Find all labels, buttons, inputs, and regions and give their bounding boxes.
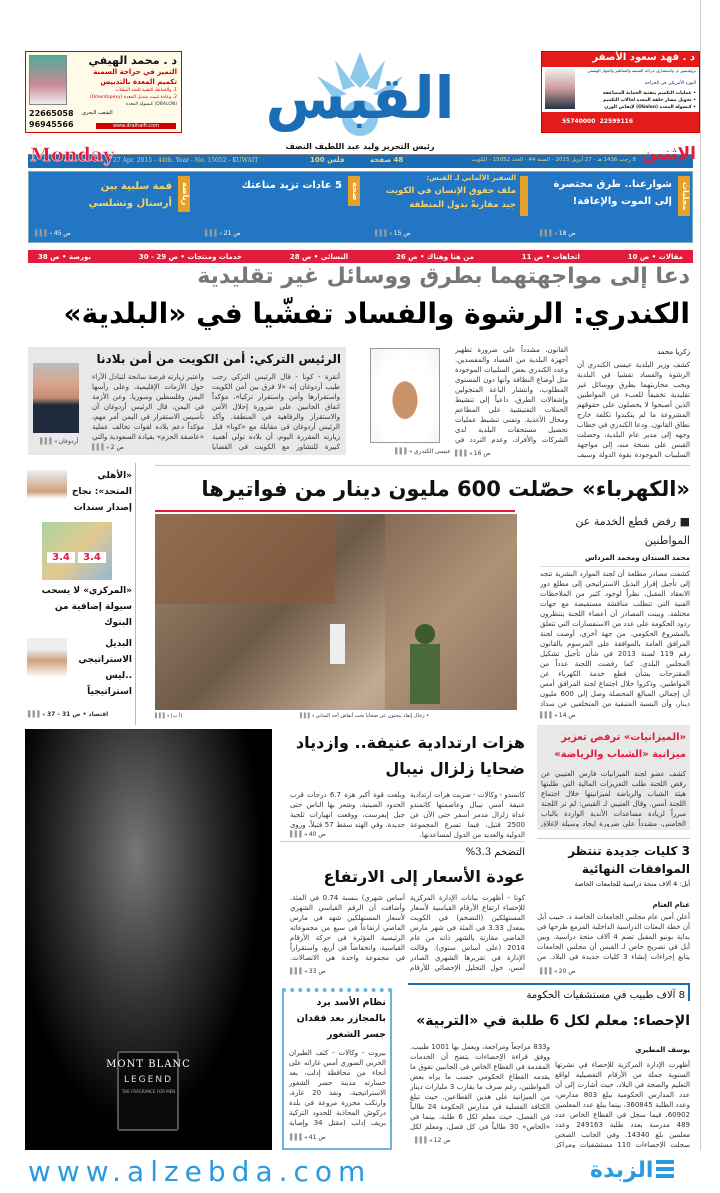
doctor-photo [29, 55, 67, 105]
budget-headline: «الميزانيات» ترفض تعزيز ميزانية «الشباب والرياضة» [554, 732, 686, 760]
ad-line: (OBALON) كبسولة المعدة [125, 102, 177, 107]
page-ref: ص 21 ◂▌▌▌ [205, 230, 241, 237]
lead-headline[interactable]: الكندري: الرشوة والفساد تفشّيا في «البلدية» [63, 297, 690, 330]
colleges-headline[interactable]: 3 كليات جديدة تنتظر الموافقات النهائية [568, 844, 690, 876]
day-ar: الإثنين [641, 144, 696, 164]
lead-col-1: كشف وزير البلدية عيسى الكندري أن الرشوة والفساد تفشيا في البلدية ويجب محاربتهما بطرق ووسائل غير تقليدية تخفيفاً للعبء عن المواطنين الذين أصبحوا لا يحصلون على حقوقهم المشروعة ما لم يتكبدوا تكلفة خارج نطاق القانون. ودعا الكندري في خطاب وجهه إلى مدير عام البلدية، وحصلت القبس على نسخة منه، إلى مواجهة السلبيات الموجودة بقوة الدولة وسيف [577, 361, 690, 459]
teaser-title: 5 عادات تزيد مناعتك [241, 180, 342, 191]
teaser-health[interactable] [200, 172, 360, 242]
electricity-body: كشفت مصادر مطلعة أن لجنة الموارد البشرية تتجه إلى تأجيل إقرار البديل الاستراتيجي إلى مطلع دور الانعقاد المقبل، نظراً لوجود كثير من الملاحظات الفنية التي تتطلب مناقشة مستفيضة مع جهات مختلفة. وبينت المصادر أن أعضاء اللجنة ينتظرون ردود الحكومة على عدد من الاستفسارات التي تتعلق بالمشروع الحكومي. من جهة أخرى، أوصت لجنة المرافق العامة بالموافقة على المرسوم بالقانون رقم 119 لسنة 2013 في شأن تأجيل تشكيل المجلس البلدي. كما رفضت اللجنة عدداً من المقترحات بشأن قطع خدمة الكهرباء عن المواطنين. وذكروا خلال اجتماع لجنة المرافق أمس أن إجمالي المبالغ المحصلة وصل إلى 600 مليون دينار، وأن النسبة المتبقية من المتخلفين عن سداد [540, 566, 690, 708]
ad-dr-alasfar[interactable] [541, 51, 700, 133]
sidebar-item[interactable]: «المركزي» لا يسحب سيولة إضافية من البنوك [41, 586, 132, 628]
footer-url[interactable]: www.alzebda.com [28, 1155, 372, 1188]
budget-body: كشف عضو لجنة الميزانيات فارس العتيبي عن رفض اللجنة طلب التعزيزات المالية التي طلبتها هيئة الشباب والرياضة لميزانيتها خلال اجتماع اللجنة أمس. وقال العتيبي لـ القبس: لم تر اللجنة مبرراً لزيادة مساعدات الأندية الواردة بالباب الخامس، مشدداً على ضرورة إيجاد وسيلة لإغلاق [541, 770, 686, 827]
ad-area: الشعب البحري [82, 110, 113, 116]
ad-line: • عمليات التكميم بتقنية الحماية المضاعفة [603, 91, 696, 96]
inflation-col-1: كونا - أظهرت بيانات الإدارة المركزية للإحصاء ارتفاع الأرقام القياسية لأسعار المستهلكين (التضخم) في الكويت بمعدل 3.33 في المئة في شهر مارس الماضي مقارنة بالشهر ذاته من عام 2014 (على أساس سنوي). وقالت الإدارة في تقريرها الشهري الصادر أمس، حول التحليل الإحصائي للأرقام [410, 894, 525, 972]
rate-badge: 3.4 [78, 552, 106, 563]
photo-caption: عيسى الكندري ◂▌▌▌ [395, 448, 451, 455]
product-name: LEGEND [123, 1075, 174, 1085]
kandari-photo [370, 348, 440, 443]
ad-contact-bar [542, 112, 699, 132]
nepal-headline[interactable]: هزات ارتدادية عنيفة.. وازدياد ضحايا زلزال نيبال [295, 733, 525, 778]
assad-headline: نظام الأسد يرد بالمجازر بعد فقدان جسر الشغور [296, 997, 386, 1040]
section-nav [28, 250, 693, 263]
ad-dr-alhaifi[interactable] [25, 51, 182, 133]
blue-rule [408, 983, 690, 985]
erdogan-headline[interactable]: الرئيس التركي: أمن الكويت من أمن بلادنا [96, 352, 341, 366]
lead-col-2: القانون، مشدداً على ضرورة تطهير أجهزة البلدية من الفساد والمفسدين. وعدد الكندري بعض السلبيات الموجودة مثل أوضاع النظافة وأنها دون المستوى المطلوب، وانتشار الباعة المتجولين وإشغالات الطرق، داعياً إلى تنشيط الحملات التفتيشية على المطاعم ومحال الأغذية. وتمنى تنشيط عمليات تحصيل مستحقات البلدية لدى الشركات والأفراد، وعدم التردد في [455, 346, 568, 444]
erdogan-col-2: واعتبر زيارته فرصة سانحة لتبادل الآراء حول الأزمات الإقليمية، وعلى رأسها اليمن وفلسطين وسوريا. وعن الأزمة في اليمن، قال الرئيس أردوغان أن تأسيس الاستقرار في اليمن أمر مهم، مؤكداً دعم بلاده لقوات تحالف عملية «عاصفة الحزم» بقيادة السعودية والتي [92, 373, 204, 441]
teaser-title: قمة سلبية بين أرسنال وتشلسي [88, 181, 172, 209]
ad-phone: 96945566 [29, 120, 74, 129]
photo-caption: • رجال إنقاذ يبحثون عن ضحايا تحت أنقاض أحد المباني ◂▌▌▌ [300, 713, 429, 719]
inflation-headline[interactable]: عودة الأسعار إلى الارتفاع [323, 867, 525, 886]
red-rule [155, 510, 515, 512]
photo-caption: أردوغان ◂▌▌▌ [40, 438, 78, 445]
stats-headline[interactable]: الإحصاء: معلم لكل 6 طلبة في «التربية» [416, 1013, 690, 1029]
page-ref[interactable]: ص 41 ◂▌▌▌ [290, 1134, 326, 1142]
page-ref: ص 18 ◂▌▌▌ [540, 230, 576, 237]
divider [155, 465, 690, 466]
menu-lines-icon [656, 1160, 674, 1180]
budget-box[interactable] [537, 725, 690, 830]
ad-phone: 22599116 [599, 118, 633, 125]
section-tag [520, 176, 528, 216]
ad-line: التميز في جراحة السمنة [93, 68, 177, 76]
nav-item[interactable]: النسائي • ص 28 [289, 252, 349, 261]
inflation-kicker: التضخم 3.3% [465, 847, 525, 858]
blue-rule-v [688, 983, 690, 1001]
price: 100 فلس [310, 156, 345, 164]
divider [280, 841, 525, 842]
teaser-kicker: السفير الألماني لـ القبس: [426, 174, 516, 182]
teaser-title: شوارعنا.. طرق مختصرة إلى الموت والإعاقة! [553, 179, 672, 207]
ad-line: البورد الأمريكي في الجراحة [644, 81, 696, 86]
nepal-col-1: كاتمندو - وكالات - ضربت هزات ارتدادية عنيفة أمس نيبال وعاصمتها كاتمندو غداة زلزال مدمر أسفر حتى الآن عن 2500 قتيل، فيما تسرع المجموعة الدولية والعديد من الدول لمساعدتها. [410, 791, 525, 839]
stats-col-1: أظهرت الإدارة المركزية للإحصاء في نشرتها السنوية جملة من الأرقام التفصيلية لواقع التعليم والصحة في البلاد، حيث أشارت إلى أن عدد المدارس الحكومية يبلغ 803 مدارس، وعدد الطلبة 360845، بينما يبلغ عدد المعلمين 60902، فيما سجل في القطاع الخاص عدد 489 مدرسة بعدد طلبة 249163 وعدد معلمين بلغ 14340. وفي الجانب الصحي سجلت الإحصاءات 110 مستشفيات ومراكز [555, 1061, 690, 1148]
nepal-earthquake-photo [155, 514, 517, 710]
teaser-german-ambassador[interactable] [370, 172, 530, 242]
nav-item[interactable]: اتجاهات • ص 11 [521, 252, 580, 261]
ad-phone: 22665058 [29, 109, 74, 118]
rate-badge: 3.4 [47, 552, 75, 563]
nepal-col-2: وبلغت قوة أكبر هزة 6.7 درجات قرب الحدود الصينية، وشعر بها الناس حتى جبل إيفرست، ووقعت انهيارات ثلجية جديدة. وفي الهند سقط 57 قتيلاً، وروى [290, 791, 405, 829]
byline: غنام الغنام [652, 901, 690, 909]
nav-item[interactable]: بورصة • ص 38 [38, 252, 92, 261]
teaser-title: ملف حقوق الإنسان في الكويت جيد مقارنةً بدول المنطقة [385, 186, 516, 210]
electricity-sub: ■ رفض قطع الخدمة عن المواطنين [575, 515, 690, 547]
ad-web: www.dralhaifi.com [96, 123, 176, 129]
byline: محمد السندان ومحمد المرداس [584, 554, 690, 562]
ad-title: د . محمد الهيفي [88, 54, 177, 67]
section-tag: صحة [348, 176, 360, 206]
divider [537, 838, 690, 839]
ad-line: • تحويل مسار حلقة المعدة لحالات التكميم [602, 98, 696, 103]
teaser-local[interactable] [535, 172, 690, 242]
teaser-sports[interactable] [30, 172, 190, 242]
assad-box[interactable] [282, 988, 392, 1150]
stats-kicker: 8 آلاف طبيب في مستشفيات الحكومة [526, 990, 685, 1001]
ad-line: 1. والخياطة الثقنية للشد البطنات [115, 88, 177, 93]
day-en: Monday [30, 144, 115, 166]
sidebar-photo [27, 638, 67, 694]
ad-line: بروفيسور م. واستشاري جراحة السمنة والمناظير والجهاز الهضمي [587, 68, 696, 73]
page-ref[interactable]: ص 20 ◂▌▌▌ [540, 968, 576, 976]
page-ref[interactable]: ص 16 ◂▌▌▌ [455, 450, 491, 457]
photo-rubble-icon [155, 514, 517, 710]
footer-logo-text: الزبدة [590, 1157, 654, 1183]
montblanc-ad[interactable] [25, 729, 272, 1150]
tagline: THE FRAGRANCE FOR MEN [121, 1089, 176, 1094]
date-ar: 8 رجب 1436 هـ - 27 أبريل 2015 - السنة 44 - العدد 15052 - الكويت [471, 157, 636, 163]
page-ref[interactable]: ص 12 ◂▌▌▌ [415, 1137, 451, 1145]
ad-line: 2. وعادة تثبيت منديل المعدة (Omentopexy) [89, 95, 177, 100]
brand-name: MONT BLANC [106, 1059, 191, 1070]
page-ref[interactable]: ص 2 ◂▌▌▌ [92, 444, 124, 451]
ad-phone: 55740000 [562, 118, 596, 125]
colleges-sub: أبل: 4 آلاف منحة دراسية للجامعات الخاصة [574, 880, 690, 888]
electricity-headline[interactable]: «الكهرباء» حصّلت 600 مليون دينار من فواتيرها [201, 477, 690, 501]
page-ref[interactable]: ص 33 ◂▌▌▌ [290, 968, 326, 976]
logo-text: القبس [265, 64, 455, 132]
ad-line: تكميم المعدة بالتدبيس [100, 78, 177, 86]
section-tag: محليات [678, 176, 690, 216]
erdogan-photo [33, 363, 79, 433]
lead-kicker: دعا إلى مواجهتهما بطرق ووسائل غير تقليدية [197, 264, 690, 289]
ad-line: • كبسولة المعدة (Obalon) لإنقاص الوزن [604, 105, 696, 110]
nav-item[interactable]: من هنا وهناك • ص 26 [395, 252, 474, 261]
ad-title: د . فهد سعود الأصفر [542, 52, 699, 67]
page-ref[interactable]: ص 40 ◂▌▌▌ [290, 831, 326, 839]
erdogan-col-1: أنقرة - كونا - قال الرئيس التركي رجب طيب أردوغان إنه «لا فرق بين أمن الكويت واستقرارها وأمن واستقرار تركيا»، مؤكداً اتفاق الجانبين على ضرورة إحلال الأمن والاستقرار والرفاهية في المنطقة. وأكد الرئيس أردوغان في مقابلة مع «كونا» قبل زيارته المقررة اليوم، أن بلاده تولي أهمية كبيرة للتشاور مع الكويت في القضايا [212, 373, 340, 451]
doctor-photo [545, 69, 575, 109]
sidebar-item[interactable]: «الأهلي المتحد»: نجاح إصدار سندات [71, 471, 132, 513]
assad-body: بيروت - وكالات - كثف الطيران الحربي السوري أمس غاراته على أنحاء من محافظة إدلب، بعد خسارته مدينة جسر الشغور الاستراتيجية، ونفذ 20 غارة، وارتكب مجزرة مروعة في بلدة دركوش المحاذية للحدود التركية بريف إدلب (مقتل 34 وإصابة [289, 1049, 386, 1127]
sidebar-ref[interactable]: اقتصاد • ص 31 - 37 ◂▌▌▌ [28, 710, 108, 720]
stats-col-2: و833 مراجعاً ومراجعة، ويعمل بها 1001 طبيب. ووفق قراءة الإحصاءات يتضح أن الخدمات المقدمة في القطاع الخاص في الجانبين تفوق ما يقدمه القطاع الحكومي حسب ما يراه بعض المواطنين، رغم صرف ما يقارب 3 مليارات دينار من الميزانية على هذين القطاعين. حيث تبلغ الكثافة الفصلية في مدارس الحكومة 24 طالباً في الفصل، حيث معلم لكل 6 طلبة، بينما في «الخاص» 30 طالباً في كل فصل، ومعلم لكل [410, 1043, 550, 1131]
page-count: 48 صفحة [370, 156, 404, 164]
footer-logo [590, 1155, 690, 1185]
byline: يوسف المطيري [635, 1046, 690, 1054]
page-ref[interactable]: ص 14 ◂▌▌▌ [540, 712, 576, 719]
sidebar-photo [27, 470, 67, 518]
nav-item[interactable]: مقالات • ص 10 [627, 252, 683, 261]
page-ref: ص 45 ◂▌▌▌ [35, 230, 71, 237]
byline: زكريا محمد [657, 348, 690, 356]
page-edge [700, 0, 701, 1150]
page-ref: ص 15 ◂▌▌▌ [375, 230, 411, 237]
date-en: 27 Apr. 2015 - 44th. Year - No. 15052 - KUWAIT [113, 157, 259, 164]
nav-item[interactable]: خدمات ومنتجات • ص 29 - 30 [138, 252, 242, 261]
sidebar-item[interactable]: البديل الاستراتيجي ..ليس استراتيجياً [78, 639, 132, 697]
section-tag: رياضة [178, 176, 190, 212]
photo-credit: (أ ب) ◂▌▌▌ [155, 713, 182, 719]
colleges-body: أعلن أمين عام مجلس الجامعات الخاصة د. حبيب أبل أن خطة البعثات الدراسية الداخلية المزمع طرحها في بداية يونيو المقبل تضم 4 آلاف منحة دراسية. وبين أبل في تصريح خاص لـ القبس أن مجلس الجامعات يتابع إجراءات إنشاء 3 كليات جديدة في البلاد. من [537, 913, 690, 961]
inflation-col-2: أساس شهري) بنسبة 0.74 في المئة. وأضافت أن الرقم القياسي الشهري لأسعار المستهلكين شهد في مارس الماضي ارتفاعاً في سبع من مجموعاته الرئيسية المؤثرة في حركة الأرقام القياسية، وانخفاضاً في أربع، واستقراراً في مجموعة واحدة هي الاتصالات. [290, 894, 405, 962]
bank-notes-image [42, 522, 112, 580]
editor-line: رئيس التحرير وليد عبد اللطيف النصف [285, 142, 435, 151]
masthead-logo[interactable] [215, 48, 505, 140]
